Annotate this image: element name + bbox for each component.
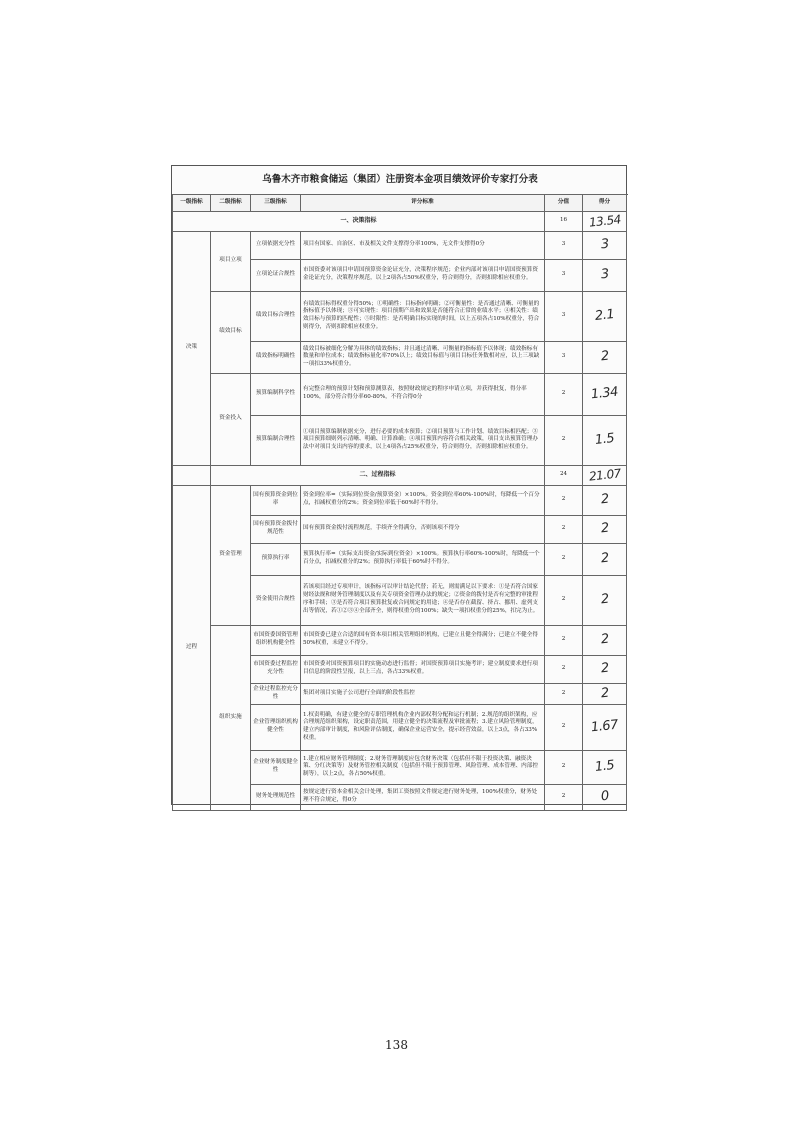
level2-cell: 资金管理 (211, 485, 251, 625)
score-table (172, 194, 627, 811)
level3-cell: 绩效目标合理性 (251, 291, 301, 341)
level3-cell: 预算编制科学性 (251, 373, 301, 415)
handwritten-score: 2 (599, 550, 610, 567)
table-row (173, 373, 627, 415)
table-row (173, 625, 627, 655)
level3-cell: 资金使用合规性 (251, 575, 301, 625)
criteria-cell: 有绩效目标得权重分得50%；①明确性：目标指向明确；②可衡量性：是否通过清晰、可衡量的指标值予以体现；③可实现性：项目预期产出和效果是否能符合正常的业绩水平；④相关性：绩效目标与预算的匹配性；⑤时限性：是否明确目标实现的时间，以上五项各占10%权重分，符合则得分，否则扣除相应权重分。 (301, 291, 545, 341)
page-title: 乌鲁木齐市粮食储运（集团）注册资本金项目绩效评价专家打分表 (172, 166, 628, 195)
score-cell (583, 341, 627, 373)
section-score (583, 212, 627, 232)
handwritten-score: 3 (599, 266, 610, 283)
score-cell (583, 259, 627, 291)
score-sheet (171, 165, 627, 805)
weight-cell: 2 (545, 415, 583, 465)
section-score (583, 465, 627, 485)
section-weight: 16 (545, 212, 583, 232)
section-row (173, 465, 627, 485)
weight-cell: 2 (545, 373, 583, 415)
weight-cell: 2 (545, 784, 583, 810)
level3-cell: 国有预算资金拨付规范性 (251, 515, 301, 543)
level3-cell: 企业管理组织机构健全性 (251, 704, 301, 750)
weight-cell: 3 (545, 341, 583, 373)
level2-cell: 项目立项 (211, 231, 251, 291)
handwritten-score: 2 (599, 491, 610, 508)
score-cell (583, 485, 627, 515)
level3-cell: 预算编制合理性 (251, 415, 301, 465)
section-label: 一、决策指标 (173, 212, 545, 232)
weight-cell: 2 (545, 704, 583, 750)
criteria-cell: 若该项目经过专项审计，该指标可以审计结论代替；若无，则需满足以下要求：①是否符合国家财经法规和财务管理制度以及有关专项资金管理办法的规定；②资金的拨付是否有完整的审批程序和手续；③是否符合项目预算批复或合同规定的用途；④是否存在截留、挤占、挪用、虚列支出等情况，若①②③④全部齐全，则得权重分的100%；缺失一项扣权重分的25%，扣完为止。 (301, 575, 545, 625)
criteria-cell: 绩效目标被细化分解为具体的绩效指标；并且通过清晰、可衡量的指标值予以体现；绩效指标有数量和单位成本；绩效指标量化率70%以上；绩效目标值与项目目标任务数相对应，以上三项缺一项扣33%权重分。 (301, 341, 545, 373)
score-cell (583, 750, 627, 784)
header-criteria: 评分标准 (301, 195, 545, 212)
level3-cell: 绩效指标明确性 (251, 341, 301, 373)
blank-cell (173, 465, 211, 485)
weight-cell: 3 (545, 291, 583, 341)
weight-cell: 2 (545, 683, 583, 704)
weight-cell: 2 (545, 543, 583, 575)
handwritten-score: 13.54 (587, 212, 622, 230)
score-cell (583, 231, 627, 259)
level3-cell: 国有预算资金到位率 (251, 485, 301, 515)
score-cell (583, 373, 627, 415)
level3-cell: 预算执行率 (251, 543, 301, 575)
header-row (173, 195, 627, 212)
handwritten-score: 2 (599, 591, 610, 608)
score-cell (583, 291, 627, 341)
header-level3: 三级指标 (251, 195, 301, 212)
handwritten-score: 2 (599, 348, 610, 365)
criteria-cell: 项目有国家、自治区、市及相关文件支撑得分率100%，无文件支撑得0分 (301, 231, 545, 259)
weight-cell: 2 (545, 750, 583, 784)
score-cell (583, 575, 627, 625)
criteria-cell: 市国资委对该项目申请国预算资金论证充分，决策程序规范；企业内部对该项目申请国资预算资金论证充分，决策程序规范，以上2项各占50%权重分，符合则得分，否则扣除相应权重分。 (301, 259, 545, 291)
criteria-cell: ①项目预算编制依据充分，进行必要的成本预算；②项目预算与工作计划、绩效目标相匹配；③项目预算细则列示清晰、明确、计算准确；④项目预算内容符合相关政策，项目支出预算管理办法中对项目支出内容的要求，以上4项各占25%权重分，符合则得分，否则扣除相应权重分。 (301, 415, 545, 465)
score-cell (583, 784, 627, 810)
level1-cell: 过程 (173, 485, 211, 810)
score-cell (583, 704, 627, 750)
criteria-cell: 1.权责明确，有建立健全的专职管理机构企业内部权利分配和运行机制；2.规范的组织架构，应合理规范组织架构，设定职责范围，用建立健全的决策流程及审批流程；3.建立风险管理制度，建立内部审计制度，和风险评估制度，确保企业运营安全，提示经营效益，以上3点，各占33%权重。 (301, 704, 545, 750)
score-cell (583, 543, 627, 575)
header-level1: 一级指标 (173, 195, 211, 212)
handwritten-score: 2 (599, 520, 610, 537)
criteria-cell: 集团对项目实施子公司进行全面的阶段性监控 (301, 683, 545, 704)
criteria-cell: 市国资委对国资预算项目的实施动态进行监督；对国资预算项目实施考评；建立制度要求进行项目信息的阶段性呈报，以上三点，各占33%权重。 (301, 655, 545, 683)
level3-cell: 立项论证合规性 (251, 259, 301, 291)
weight-cell: 2 (545, 575, 583, 625)
handwritten-score: 1.5 (594, 758, 615, 776)
handwritten-score: 3 (599, 236, 610, 253)
level2-cell: 绩效目标 (211, 291, 251, 373)
handwritten-score: 21.07 (587, 466, 622, 484)
weight-cell: 2 (545, 515, 583, 543)
score-cell (583, 683, 627, 704)
score-cell (583, 515, 627, 543)
score-cell (583, 415, 627, 465)
handwritten-score: 0 (599, 788, 610, 805)
criteria-cell: 预算执行率=（实际支出资金/实际到位资金）×100%。预算执行率60%-100%时，每降低一个百分点，扣减权重分的2%；预算执行率低于60%时不得分。 (301, 543, 545, 575)
handwritten-score: 2 (599, 660, 610, 677)
level3-cell: 立项依据充分性 (251, 231, 301, 259)
weight-cell: 2 (545, 655, 583, 683)
handwritten-score: 1.5 (594, 431, 615, 449)
level3-cell: 市国资委国资管理组织机构健全性 (251, 625, 301, 655)
level2-cell: 组织实施 (211, 625, 251, 810)
criteria-cell: 按规定进行资本金相关会计处理，集团工资按照文件规定进行财务处理，100%权重分，财务处理不符合规定，得0分 (301, 784, 545, 810)
section-weight: 24 (545, 465, 583, 485)
header-level2: 二级指标 (211, 195, 251, 212)
level3-cell: 市国资委过程监控充分性 (251, 655, 301, 683)
section-row (173, 212, 627, 232)
handwritten-score: 1.34 (590, 384, 619, 403)
score-cell (583, 655, 627, 683)
weight-cell: 2 (545, 625, 583, 655)
level1-cell: 决策 (173, 231, 211, 465)
weight-cell: 3 (545, 259, 583, 291)
handwritten-score: 1.67 (590, 717, 619, 736)
weight-cell: 2 (545, 485, 583, 515)
level3-cell: 企业过程监控充分性 (251, 683, 301, 704)
level2-cell: 资金投入 (211, 373, 251, 465)
score-cell (583, 625, 627, 655)
weight-cell: 3 (545, 231, 583, 259)
criteria-cell: 市国资委已建立合适的国有资本项目相关管理组织机构，已建立且健全得满分；已建立不健全得50%权重，未建立不得分。 (301, 625, 545, 655)
handwritten-score: 2 (599, 631, 610, 648)
table-row (173, 291, 627, 341)
table-row (173, 231, 627, 259)
handwritten-score: 2.1 (594, 307, 615, 325)
section-label: 二、过程指标 (211, 465, 545, 485)
criteria-cell: 资金到位率=（实际到位资金/预算资金）×100%。资金到位率60%-100%时，每降低一个百分点，扣减权重分的2%；资金到位率低于60%时不得分。 (301, 485, 545, 515)
criteria-cell: 国有预算资金拨付流程规范，手续齐全得满分，否则该项不得分 (301, 515, 545, 543)
header-score: 得分 (583, 195, 627, 212)
table-row (173, 485, 627, 515)
handwritten-score: 2 (599, 685, 610, 701)
header-weight: 分值 (545, 195, 583, 212)
criteria-cell: 有完整合理的预算计划和预算测算表，按照财政规定的程序申请立项，并获得批复，得分率100%，部分符合得分率60-80%，不符合得0分 (301, 373, 545, 415)
criteria-cell: 1.建立相应财务管理制度；2.财务管理制度应包含财务决策（包括但不限于投资决策、融资决策、分红决策等）及财务管控相关制度（包括但不限于预算管理、风险管理、成本管理、内部控制等），以上2点，各占50%权重。 (301, 750, 545, 784)
page-number: 138 (385, 1038, 408, 1052)
level3-cell: 财务处理规范性 (251, 784, 301, 810)
level3-cell: 企业财务制度健全性 (251, 750, 301, 784)
